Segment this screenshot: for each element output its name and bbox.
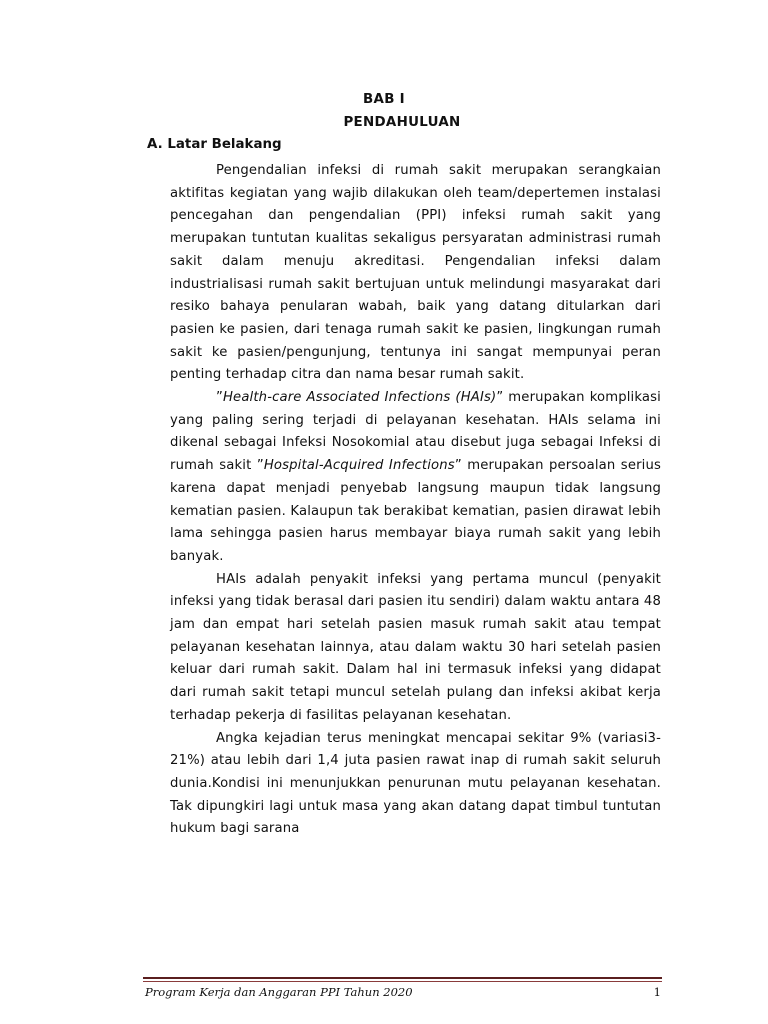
footer-rule-thin	[143, 981, 662, 982]
paragraph-2-term-hais: Health-care Associated Infections (HAIs)	[222, 390, 497, 406]
paragraph-4-text: Angka kejadian terus meningkat mencapai sekitar 9% (variasi3-21%) atau lebih dari 1,4 juta pasien rawat inap di rumah sakit seluruh dunia.Kondisi ini menunjukkan penurunan mutu pelayanan kesehatan. Tak dipungkiri lagi untuk masa yang akan datang dapat timbul tuntutan hukum bagi sarana	[170, 730, 661, 837]
paragraph-4	[170, 728, 661, 842]
paragraph-2	[170, 387, 661, 569]
paragraph-3-text: HAIs adalah penyakit infeksi yang pertama muncul (penyakit infeksi yang tidak berasal dari pasien itu sendiri) dalam waktu antara 48 jam dan empat hari setelah pasien masuk rumah sakit atau tempat pelayanan kesehatan lainnya, atau dalam waktu 30 hari setelah pasien keluar dari rumah sakit. Dalam hal ini termasuk infeksi yang didapat dari rumah sakit tetapi muncul setelah pulang dan infeksi akibat kerja terhadap pekerja di fasilitas pelayanan kesehatan.	[170, 571, 661, 723]
section-heading: A. Latar Belakang	[147, 137, 282, 152]
chapter-title: PENDAHULUAN	[343, 115, 461, 130]
footer-title: Program Kerja dan Anggaran PPI Tahun 2020	[145, 985, 413, 999]
paragraph-2-term-hai-infections: Hospital-Acquired Infections	[263, 458, 455, 474]
page-number: 1	[653, 985, 661, 999]
paragraph-3	[170, 569, 661, 728]
paragraph-2-open-quote: ”	[216, 390, 223, 406]
chapter-label: BAB I	[363, 92, 405, 107]
paragraph-2-text-b: ” merupakan persoalan serius karena dapat menjadi penyebab langsung maupun tidak langsung kematian pasien. Kalaupun tak berakibat kematian, pasien dirawat lebih lama sehingga pasien harus membayar biaya rumah sakit yang lebih banyak.	[170, 458, 662, 564]
body-text	[170, 160, 661, 841]
footer-rule-thick	[143, 977, 662, 979]
paragraph-2-text-a: ” merupakan komplikasi yang paling sering terjadi di pelayanan kesehatan. HAIs selama ini dikenal sebagai Infeksi Nosokomial atau disebut juga sebagai Infeksi di rumah sakit ”	[170, 390, 661, 474]
paragraph-1-text: Pengendalian infeksi di rumah sakit merupakan serangkaian aktifitas kegiatan yang wajib dilakukan oleh team/depertemen instalasi pencegahan dan pengendalian (PPI) infeksi rumah sakit yang merupakan tuntutan kualitas sekaligus persyaratan administrasi rumah sakit dalam menuju akreditasi. Pengendalian infeksi dalam industrialisasi rumah sakit bertujuan untuk melindungi masyarakat dari resiko bahaya penularan wabah, baik yang datang ditularkan dari pasien ke pasien, dari tenaga rumah sakit ke pasien, lingkungan rumah sakit ke pasien/pengunjung, tentunya ini sangat mempunyai peran penting terhadap citra dan nama besar rumah sakit.	[170, 163, 661, 383]
paragraph-1	[170, 160, 661, 387]
